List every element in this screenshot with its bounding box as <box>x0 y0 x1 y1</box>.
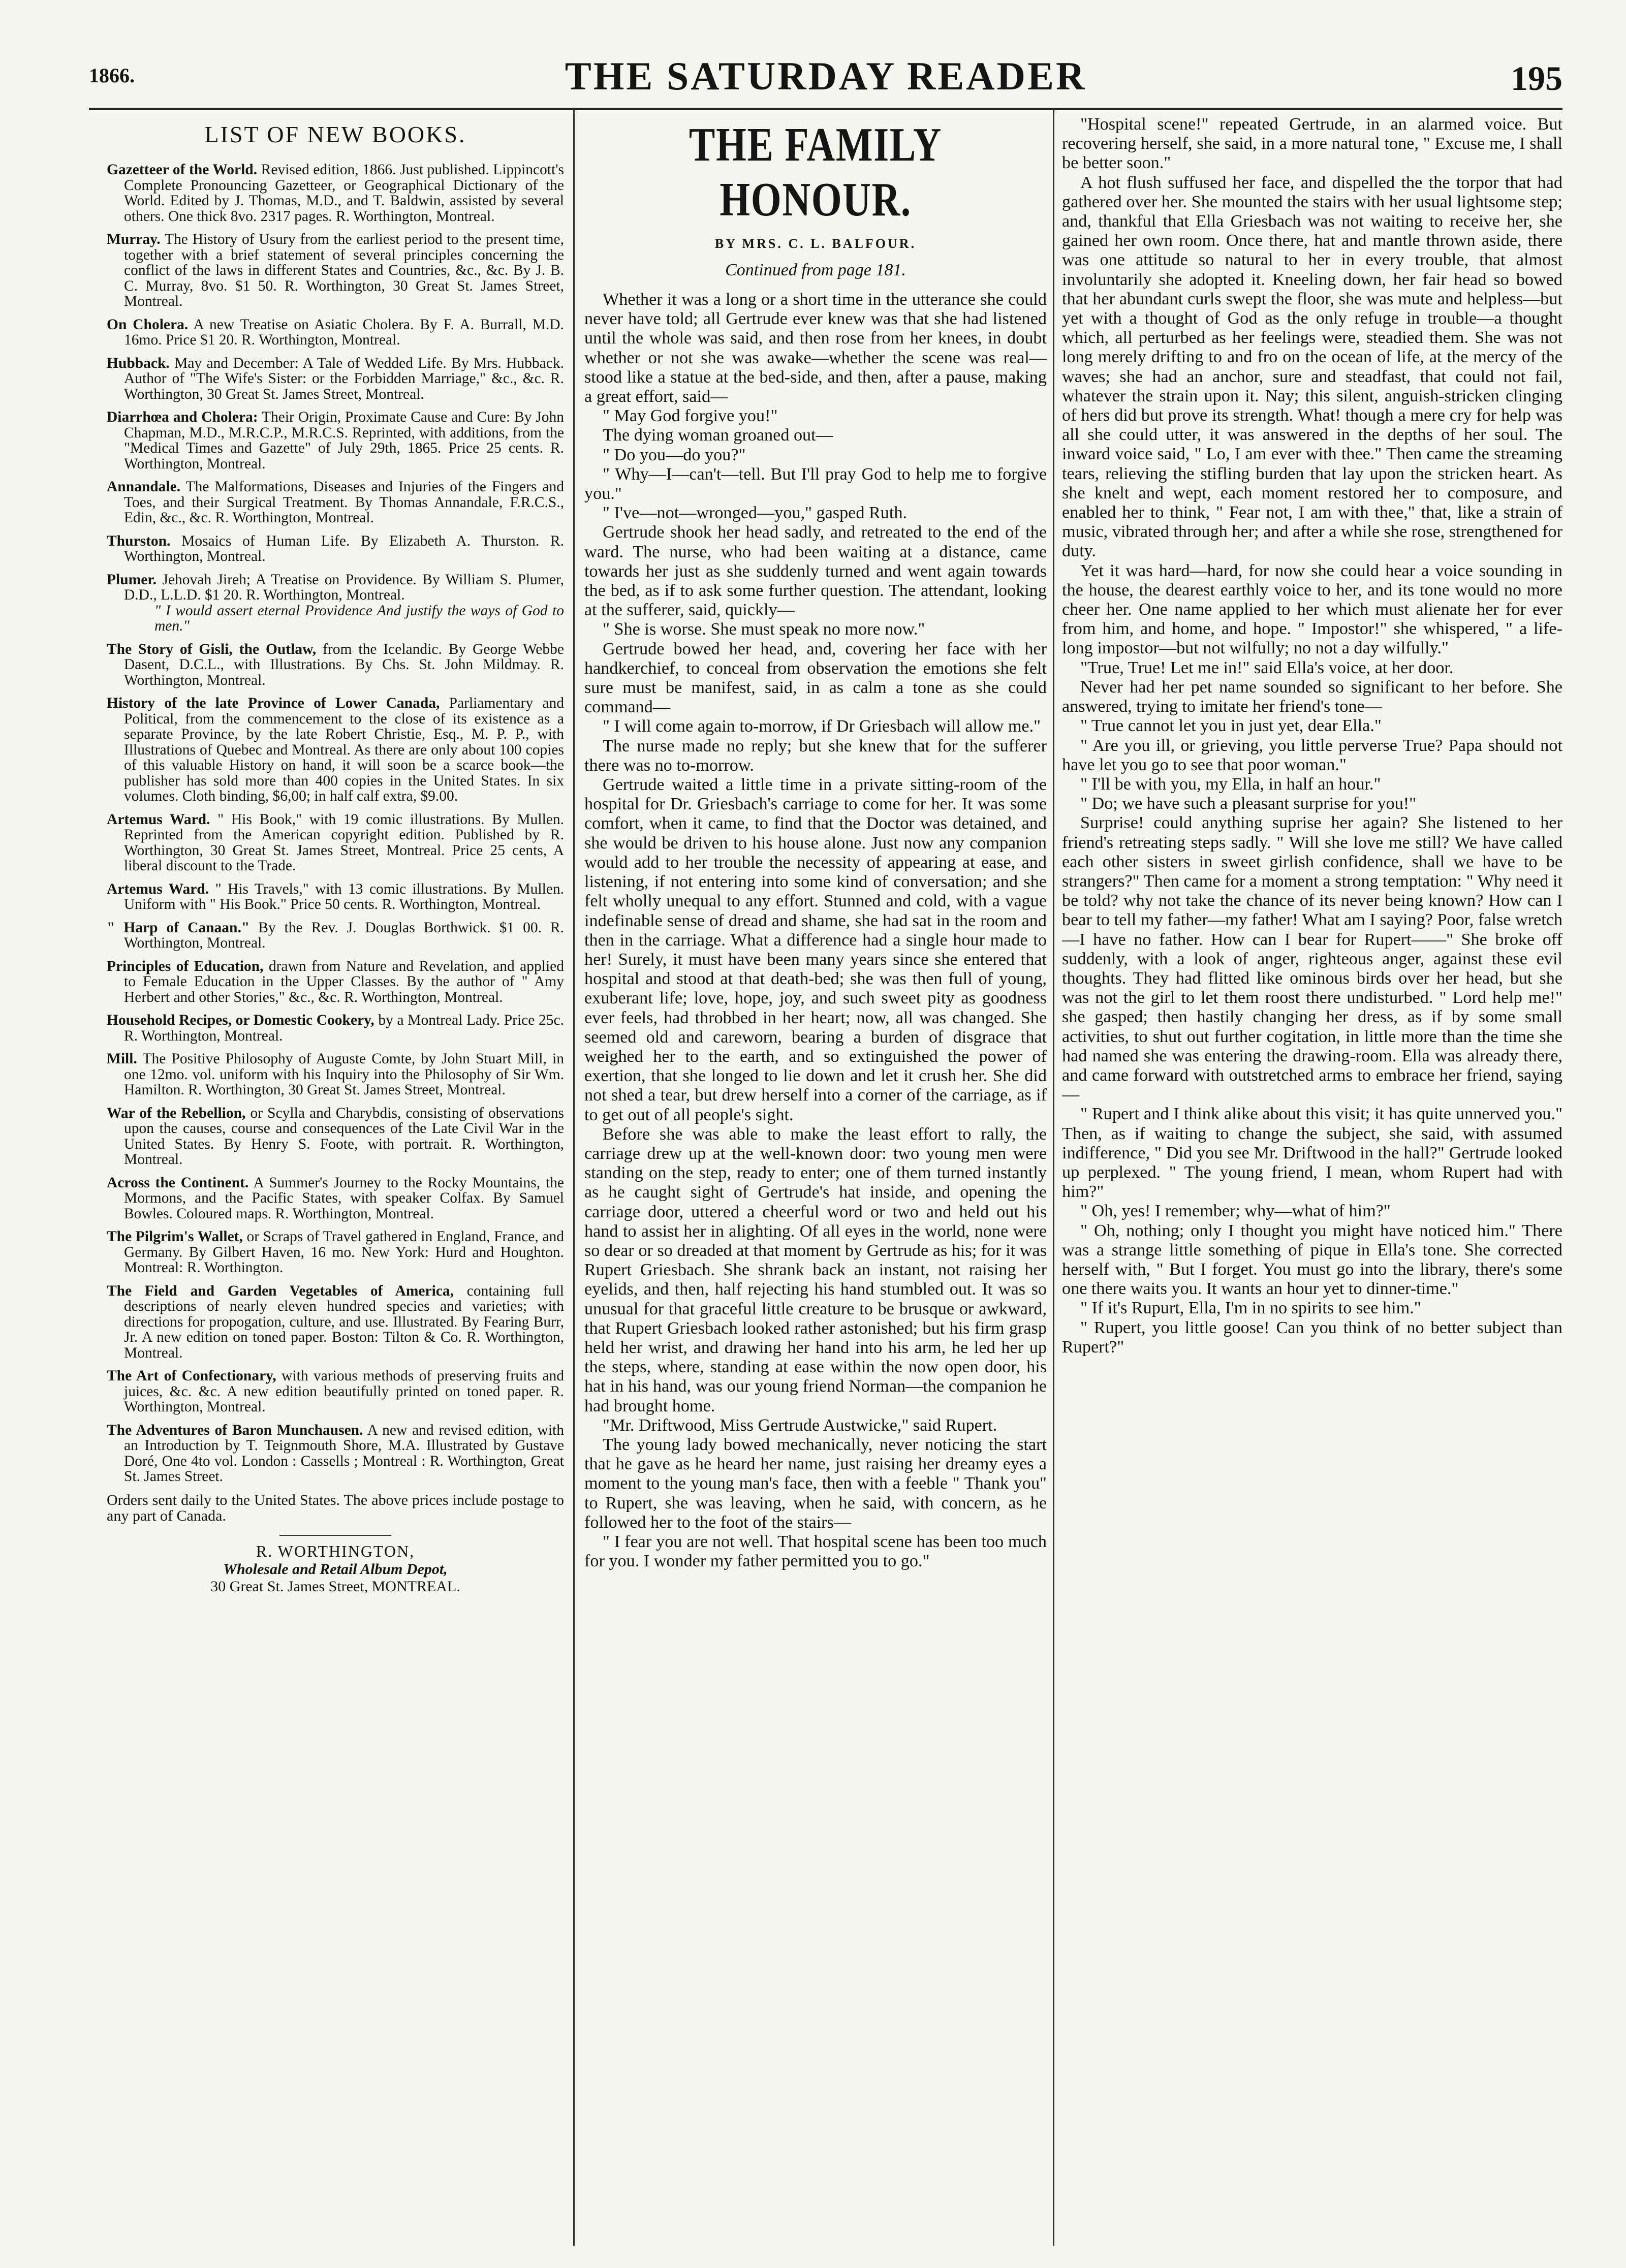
book-title: Thurston. <box>107 532 171 549</box>
story-paragraph: " If it's Rupurt, Ella, I'm in no spirits to see him." <box>1080 1299 1421 1318</box>
book-entry <box>107 162 564 224</box>
book-title: Plumer. <box>107 571 157 588</box>
books-heading: LIST OF NEW BOOKS. <box>204 121 466 147</box>
book-entry <box>107 1051 564 1098</box>
book-title: Mill. <box>107 1051 137 1067</box>
book-entry <box>107 812 564 874</box>
story-paragraph: " Do you—do you?" <box>603 445 746 464</box>
book-entry <box>107 881 564 912</box>
story-author: BY MRS. C. L. BALFOUR. <box>714 236 917 251</box>
book-description: or Scylla and Charybdis, consisting of observations upon the causes, course and consequences of the Late Civil War in the United States. By Henry S. Foote, with portrait. R. Worthington, Montreal. <box>124 1105 564 1168</box>
story-column-1 <box>584 115 1047 2250</box>
book-entry <box>107 479 564 526</box>
book-entry <box>107 1229 564 1276</box>
story-paragraph: A hot flush suffused her face, and dispelled the the torpor that had gathered over her. She mounted the stairs with her usual lightsome step; and, thankful that Ella Griesbach was not waiting to receive her, she gained her own room. Once there, hat and mantle thrown aside, there was one attitude so natural to her in every trouble, that almost involuntarily she adopted it. Kneeling down, her fair head so bowed that her abundant curls swept the floor, she was mute and helpless—but yet with a thought of God as the only refuge in trouble—a thought which, all perturbed as her feelings were, steadied them. She was not long merely drifting to and fro on the ocean of life, at the mercy of the waves; she had an anchor, sure and steadfast, that could not fail, whatever the strain upon it. Nay; this silent, anguish-stricken clinging of hers did but prove its strength. What! though a mere cry for help was all she could utter, it was answered in the depths of her soul. The inward voice said, " Lo, I am ever with thee." Then came the streaming tears, relieving the stifling burden that lay upon the stricken heart. As she knelt and wept, each moment restored her to composure, and enabled her to think, " Fear not, I am with thee," that, like a strain of music, vibrated through her; and after a while she rose, strengthened for duty. <box>1062 173 1562 561</box>
book-description: by a Montreal Lady. Price 25c. R. Worthington, Montreal. <box>124 1012 564 1044</box>
story-paragraph: " True cannot let you in just yet, dear Ella." <box>1080 716 1382 736</box>
book-description: Jehovah Jireh; A Treatise on Providence. By William S. Plumer, D.D., L.L.D. $1 20. R. Worthington, Montreal. <box>124 571 564 603</box>
story-paragraph: Gertrude waited a little time in a private sitting-room of the hospital for Dr. Griesbach's carriage to come for her. It was some comfort, when it came, to find that the Doctor was detained, and she would be driven to his house alone. Just now any companion would add to her trouble the necessity of appearing at ease, and listening, if not entering into some kind of conversation; and she felt wholly unequal to any effort. Stunned and cold, with a vague indefinable sense of dread and shame, she had sat in the room and then in the carriage. What a difference had a single hour made to her! Surely, it must have been many years since she entered that hospital and stood at that death-bed; she was then full of young, exuberant life; love, hope, joy, and such sweet pity as goodness ever feels, had throbbed in her heart; now, all was changed. She seemed old and careworn, bearing a burden of disgrace that weighed her to the earth, and so extinguished the power of exertion, that she longed to lie down and let it crush her. She did not shed a tear, but drew herself into a corner of the carriage, as if to get out of all people's sight. <box>584 775 1047 1124</box>
book-title: Artemus Ward. <box>107 880 209 897</box>
header-rule <box>89 108 1562 110</box>
column-divider <box>573 109 575 2246</box>
book-title: Principles of Education, <box>107 958 264 974</box>
book-description: drawn from Nature and Revelation, and applied to Female Education in the Upper Classes. By the author of " Amy Herbert and other Stories," &c., &c. R. Worthington, Montreal. <box>124 958 564 1005</box>
book-title: War of the Rebellion, <box>107 1105 246 1121</box>
story-paragraph: " Rupert and I think alike about this visit; it has quite unnerved you." Then, as if waiting to change the subject, she said, with assumed indifference, " Did you see Mr. Driftwood in the hall?" Gertrude looked up perplexed. " The young friend, I mean, whom Rupert had with him?" <box>1062 1105 1562 1202</box>
book-description: By the Rev. J. Douglas Borthwick. $1 00. R. Worthington, Montreal. <box>124 919 564 951</box>
book-title: The Art of Confectionary, <box>107 1368 276 1384</box>
book-title: Annandale. <box>107 479 181 495</box>
book-title: The Adventures of Baron Munchausen. <box>107 1422 363 1438</box>
story-paragraph: " Rupert, you little goose! Can you think of no better subject than Rupert?" <box>1062 1318 1562 1357</box>
book-description: May and December: A Tale of Wedded Life. By Mrs. Hubback. Author of "The Wife's Sister: or the Forbidden Marriage," &c., &c. R. Worthington, 30 Great St. James Street, Montreal. <box>124 355 564 402</box>
story-paragraph: " I've—not—wronged—you," gasped Ruth. <box>603 503 908 523</box>
publisher-address: 30 Great St. James Street, MONTREAL. <box>210 1578 460 1595</box>
column-divider <box>1053 109 1054 2246</box>
book-description: Their Origin, Proximate Cause and Cure: By John Chapman, M.D., M.R.C.P., M.R.C.S. Reprinted, with additions, from the "Medical Times and Gazette" of July 29th, 1865. Price 25 cents. R. Worthington, Montreal. <box>124 409 564 472</box>
book-description: or Scraps of Travel gathered in England, France, and Germany. By Gilbert Haven, 16 mo. New York: Hurd and Houghton. Montreal: R. Worthington. <box>124 1228 564 1276</box>
story-paragraph: " She is worse. She must speak no more now." <box>603 620 925 639</box>
book-description: with various methods of preserving fruits and juices, &c. &c. A new edition beautifully printed on toned paper. R. Worthington, Montreal. <box>124 1368 564 1415</box>
books-column <box>107 115 564 2250</box>
story-title: THE FAMILY HONOUR. <box>689 118 943 226</box>
story-paragraph: Surprise! could anything suprise her again? She listened to her friend's retreating steps sadly. " Will she love me still? We have called each other sisters in sweet girlish confidence, shall we have to be strangers?" Then came for a moment a strong temptation: " Why need it be told? why not take the chance of its never being known? How can I bear to tell my father—my father! What am I saying? Poor, false wretch—I have no father. How can I bear for Rupert——" She broke off suddenly, with a look of anger, righteous anger, against these evil thoughts. They had flitted like ominous birds over her head, but she was not the girl to let them roost there undisturbed. " Lord help me!" she gasped; then hastily changing her dress, as if by some small activities, to shut out further cogitation, in little more than the time she had named she was entering the drawing-room. Ella was already there, and came forward with outstretched arms to embrace her friend, saying— <box>1062 813 1562 1105</box>
book-description: from the Icelandic. By George Webbe Dasent, D.C.L., with Illustrations. By Chs. St. John Mildmay. R. Worthington, Montreal. <box>124 641 564 688</box>
story-paragraph: " Do; we have such a pleasant surprise for you!" <box>1080 794 1417 813</box>
book-description: Revised edition, 1866. Just published. Lippincott's Complete Pronouncing Gazetteer, or Geographical Dictionary of the World. Edited by J. Thomas, M.D., and T. Baldwin, assisted by several others. One thick 8vo. 2317 pages. R. Worthington, Montreal. <box>124 162 564 225</box>
story-paragraph: " I will come again to-morrow, if Dr Griesbach will allow me." <box>603 717 1041 736</box>
book-description: Parliamentary and Political, from the commencement to the close of its existence as a separate Province, by the late Robert Christie, Esq., M. P. P., with Illustrations of Quebec and Montreal. As there are only about 100 copies of this valuable History on hand, it will soon be a scarce book—the publisher has sold more than 400 copies in the United States. In six volumes. Cloth binding, $6,00; in half calf extra, $9.00. <box>124 695 564 804</box>
story-body-continued <box>1062 115 1562 1357</box>
book-title: The Story of Gisli, the Outlaw, <box>107 641 317 657</box>
story-paragraph: "Mr. Driftwood, Miss Gertrude Austwicke," said Rupert. <box>603 1415 997 1435</box>
story-paragraph: Before she was able to make the least effort to rally, the carriage drew up at the well-known door: two young men were standing on the step, ready to enter; one of them turned instantly as he caught sight of Gertrude's hat inside, and opening the carriage door, uttered a cheerful word or two and held out his hand to assist her in alighting. Of all eyes in the world, none were so dear or so dreaded at that moment by Gertrude as his; for it was Rupert Griesbach. She shrank back an instant, not raising her eyelids, and then, half rejecting his hand stumbled out. It was so unusual for that graceful little creature to be brusque or awkward, that Rupert Griesbach looked rather astonished; but his firm grasp held her wrist, and drawing her hand into his arm, he led her up the steps, where, standing at ease within the now open door, his hat in his hand, was our young friend Norman—the companion he had brought home. <box>584 1124 1047 1415</box>
story-paragraph: Gertrude shook her head sadly, and retreated to the end of the ward. The nurse, who had been waiting at a distance, came towards her just as she suddenly turned and went again towards the bed, as if to ask some further question. The attendant, looking at the sufferer, said, quickly— <box>584 523 1047 620</box>
story-paragraph: " Are you ill, or grieving, you little perverse True? Papa should not have let you go to see that poor woman." <box>1062 736 1562 774</box>
signature-rule <box>279 1535 391 1536</box>
book-title: On Cholera. <box>107 316 189 333</box>
story-paragraph: " Oh, nothing; only I thought you might have noticed him." There was a strange little something of pique in Ella's tone. She corrected herself with, " But I forget. You must go into the library, there's some one there waits you. It wants an hour yet to dinner-time." <box>1062 1221 1562 1299</box>
orders-notice: Orders sent daily to the United States. The above prices include postage to any part of Canada. <box>107 1491 564 1524</box>
book-entry <box>107 572 564 634</box>
story-paragraph: " I'll be with you, my Ella, in half an hour." <box>1080 774 1381 794</box>
book-description: " His Book," with 19 comic illustrations. By Mullen. Reprinted from the American copyright edition. Published by R. Worthington, 30 Great St. James Street, Montreal. Price 25 cents, A liberal discount to the Trade. <box>124 811 564 874</box>
story-paragraph: " I fear you are not well. That hospital scene has been too much for you. I wonder my father permitted you to go." <box>584 1532 1047 1571</box>
book-entry <box>107 1106 564 1168</box>
header-year: 1866. <box>89 64 135 87</box>
book-title: History of the late Province of Lower Canada, <box>107 695 440 711</box>
continued-note: Continued from page 181. <box>725 261 906 279</box>
publisher-description: Wholesale and Retail Album Depot, <box>223 1560 448 1578</box>
publisher-name: R. WORTHINGTON, <box>256 1541 415 1560</box>
page-number: 195 <box>1511 59 1562 98</box>
books-list <box>107 162 564 1485</box>
story-paragraph: The nurse made no reply; but she knew that for the sufferer there was no to-morrow. <box>584 736 1047 775</box>
story-paragraph: Whether it was a long or a short time in the utterance she could never have told; all Gertrude ever knew was that she had listened until the whole was said, and then rose from her knees, in doubt whether or not she was awake—whether the scene was real—stood like a statue at the bed-side, and then, after a pause, making a great effort, said— <box>584 290 1047 406</box>
book-description: " His Travels," with 13 comic illustrations. By Mullen. Uniform with " His Book." Price 50 cents. R. Worthington, Montreal. <box>124 880 564 912</box>
story-paragraph: Gertrude bowed her head, and, covering her face with her handkerchief, to conceal from observation the emotions she felt sure must be manifest, said, in as calm a tone as she could command— <box>584 639 1047 717</box>
book-entry <box>107 317 564 348</box>
book-entry <box>107 696 564 804</box>
book-description: The Malformations, Diseases and Injuries of the Fingers and Toes, and their Surgical Treatment. By Thomas Annandale, F.R.C.S., Edin, &c., &c. R. Worthington, Montreal. <box>124 479 564 526</box>
story-paragraph: "True, True! Let me in!" said Ella's voice, at her door. <box>1080 658 1454 677</box>
story-paragraph: Yet it was hard—hard, for now she could hear a voice sounding in the house, the dearest earthly voice to her, and its tone would no more cheer her. One name applied to her which must alienate her for ever from him, and home, and hope. " Impostor!" she whispered, " a life-long impostor—but not wilfully; no not a day wilfully." <box>1062 561 1562 658</box>
book-title: Household Recipes, or Domestic Cookery, <box>107 1012 374 1028</box>
book-title: The Pilgrim's Wallet, <box>107 1228 243 1245</box>
story-paragraph: " Oh, yes! I remember; why—what of him?" <box>1080 1202 1391 1221</box>
book-title: Murray. <box>107 231 161 247</box>
page-header <box>89 53 1562 114</box>
book-entry <box>107 1283 564 1361</box>
book-entry <box>107 1175 564 1222</box>
book-entry <box>107 1368 564 1415</box>
book-entry <box>107 642 564 688</box>
book-description: Mosaics of Human Life. By Elizabeth A. Thurston. R. Worthington, Montreal. <box>124 532 564 564</box>
book-description: containing full descriptions of nearly eleven hundred species and varieties; with directions for propogation, culture, and use. Illustrated. By Fearing Burr, Jr. A new edition on toned paper. Boston: Tilton & Co. R. Worthington, Montreal. <box>124 1282 564 1361</box>
book-entry <box>107 1013 564 1044</box>
story-paragraph: " Why—I—can't—tell. But I'll pray God to help me to forgive you." <box>584 464 1047 503</box>
book-title: Artemus Ward. <box>107 811 210 828</box>
book-entry <box>107 920 564 951</box>
book-title: Gazetteer of the World. <box>107 162 258 178</box>
story-column-2 <box>1062 115 1562 2250</box>
book-description: A Summer's Journey to the Rocky Mountains, the Mormons, and the Pacific States, with speaker Colfax. By Samuel Bowles. Coloured maps. R. Worthington, Montreal. <box>124 1174 564 1222</box>
book-title: Hubback. <box>107 355 170 371</box>
book-title: Across the Continent. <box>107 1174 249 1191</box>
book-entry <box>107 1423 564 1485</box>
book-description: The History of Usury from the earliest period to the present time, together with a brief statement of several principles concerning the conflict of the laws in different States and Countries, &c., &c. By J. B. C. Murray, 8vo. $1 50. R. Worthington, 30 Great St. James Street, Montreal. <box>124 231 564 309</box>
book-entry <box>107 959 564 1005</box>
story-paragraph: The young lady bowed mechanically, never noticing the start that he gave as he heard her name, just raising her dreamy eyes a moment to the young man's face, then with a feeble " Thank you" to Rupert, she was leaving, when he said, with concern, as he followed her to the foot of the stairs— <box>584 1435 1047 1532</box>
masthead-title: THE SATURDAY READER <box>565 54 1087 98</box>
book-entry <box>107 410 564 471</box>
book-description: A new Treatise on Asiatic Cholera. By F. A. Burrall, M.D. 16mo. Price $1 20. R. Worthington, Montreal. <box>124 316 564 348</box>
book-description: A new and revised edition, with an Introduction by T. Teignmouth Shore, M.A. Illustrated by Gustave Doré, One 4to vol. London : Cassells ; Montreal : R. Worthington, Great St. James Street. <box>124 1422 564 1485</box>
book-title: Diarrhœa and Cholera: <box>107 409 258 425</box>
book-entry <box>107 232 564 309</box>
book-quote: " I would assert eternal Providence And justify the ways of God to men." <box>154 602 564 634</box>
story-paragraph: The dying woman groaned out— <box>603 426 833 445</box>
book-title: The Field and Garden Vegetables of America, <box>107 1282 454 1299</box>
story-body <box>584 290 1047 1571</box>
book-entry <box>107 356 564 402</box>
story-paragraph: " May God forgive you!" <box>603 406 778 426</box>
story-paragraph: Never had her pet name sounded so significant to her before. She answered, trying to imitate her friend's tone— <box>1062 677 1562 716</box>
book-title: " Harp of Canaan." <box>107 919 250 936</box>
book-description: The Positive Philosophy of Auguste Comte, by John Stuart Mill, in one 12mo. vol. uniform with his Inquiry into the Philosophy of Sir Wm. Hamilton. R. Worthington, 30 Great St. James Street, Montreal. <box>124 1051 564 1098</box>
story-paragraph: "Hospital scene!" repeated Gertrude, in an alarmed voice. But recovering herself, she said, in a more natural tone, " Excuse me, I shall be better soon." <box>1062 115 1562 173</box>
book-entry <box>107 533 564 564</box>
